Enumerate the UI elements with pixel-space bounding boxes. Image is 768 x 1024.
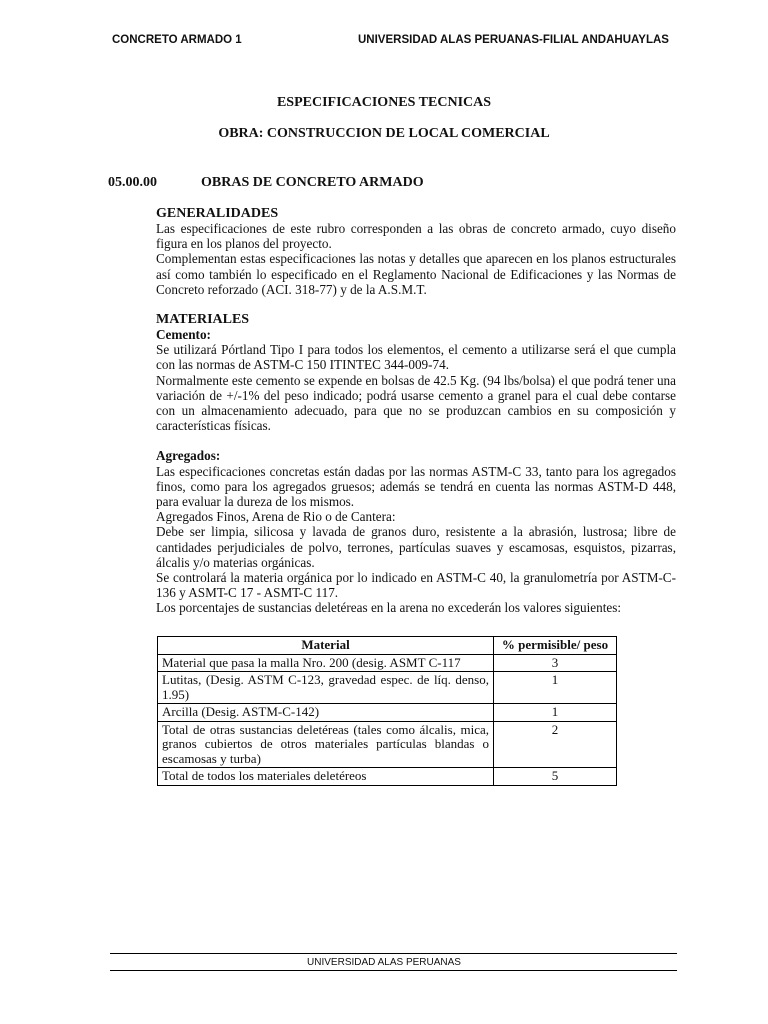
table-row [158,654,617,672]
agregados-paragraph-1: Las especificaciones concretas están dadas por las normas ASTM-C 33, tanto para los agregados finos, como para los agregados gruesos; además se tendrá en cuenta las normas ASTM-D 448, para evaluar la dureza de los mismos. [156,463,676,510]
footer-text: UNIVERSIDAD ALAS PERUANAS [307,957,461,968]
material-cell: Material que pasa la malla Nro. 200 (desig. ASMT C-117 [158,654,494,672]
deleterious-substances-table [157,636,617,786]
section-number: 05.00.00 [108,175,157,190]
generalidades-paragraph-2: Complementan estas especificaciones las notas y detalles que aparecen en los planos estructurales así como también lo especificado en el Reglamento Nacional de Edificaciones y las Normas de Concreto reforzado (ACI. 318-77) y de la A.S.M.T. [156,251,676,297]
table-row [158,768,617,786]
cemento-paragraph-1: Se utilizará Pórtland Tipo I para todos los elementos, el cemento a utilizarse será el que cumpla con las normas de ASTM-C 150 ITINTEC 344-009-74. [156,342,676,373]
cemento-paragraph-2: Normalmente este cemento se expende en bolsas de 42.5 Kg. (94 lbs/bolsa) el que podrá tener una variación de +/-1% del peso indicado; podrá usarse cemento a granel para el cual debe contarse con un almacenamiento adecuado, para que no se produzcan cambios en su composición y características físicas. [156,372,676,434]
generalidades-paragraph-1: Las especificaciones de este rubro corresponden a las obras de concreto armado, cuyo diseño figura en los planos del proyecto. [156,221,676,252]
project-title: OBRA: CONSTRUCCION DE LOCAL COMERCIAL [218,126,550,141]
agregados-paragraph-4: Se controlará la materia orgánica por lo indicado en ASTM-C 40, la granulometría por ASTM-C-136 y ASMT-C 17 - ASMT-C 117. [156,570,676,601]
header-university: UNIVERSIDAD ALAS PERUANAS-FILIAL ANDAHUAYLAS [358,34,669,46]
material-cell: Lutitas, (Desig. ASTM C-123, gravedad espec. de líq. denso, 1.95) [158,672,494,704]
value-cell: 3 [494,654,617,672]
value-cell: 1 [494,704,617,722]
cemento-heading: Cemento: [156,327,211,343]
material-cell: Arcilla (Desig. ASTM-C-142) [158,704,494,722]
footer-rule-bottom [110,970,677,971]
footer-rule-top [110,953,677,954]
material-cell: Total de todos los materiales deletéreos [158,768,494,786]
section-title: OBRAS DE CONCRETO ARMADO [201,175,424,190]
agregados-paragraph-3: Debe ser limpia, silicosa y lavada de granos duro, resistente a la abrasión, lustrosa; libre de cantidades perjudiciales de polvo, terrones, partículas suaves y escamosas, esquistos, pizarras, álcalis y/o materias orgánicas. [156,524,676,570]
document-title: ESPECIFICACIONES TECNICAS [276,95,492,110]
agregados-heading: Agregados: [156,448,221,464]
agregados-paragraph-2: Agregados Finos, Arena de Rio o de Cantera: [156,509,396,525]
table-header-row [158,637,617,655]
value-cell: 2 [494,721,617,768]
value-cell: 5 [494,768,617,786]
materiales-heading: MATERIALES [156,312,250,328]
agregados-paragraph-5: Los porcentajes de sustancias deletéreas en la arena no excederán los valores siguientes: [156,600,622,616]
header-course: CONCRETO ARMADO 1 [112,34,242,46]
value-cell: 1 [494,672,617,704]
table-row [158,672,617,704]
document-body [156,206,676,616]
material-cell: Total de otras sustancias deletéreas (tales como álcalis, mica, granos cubiertos de otros materiales partículas blandas o escamosas y turba) [158,721,494,768]
header-material: Material [158,637,494,655]
table-row [158,704,617,722]
table-row [158,721,617,768]
header-permissible: % permisible/ peso [494,637,617,655]
generalidades-heading: GENERALIDADES [156,206,279,221]
